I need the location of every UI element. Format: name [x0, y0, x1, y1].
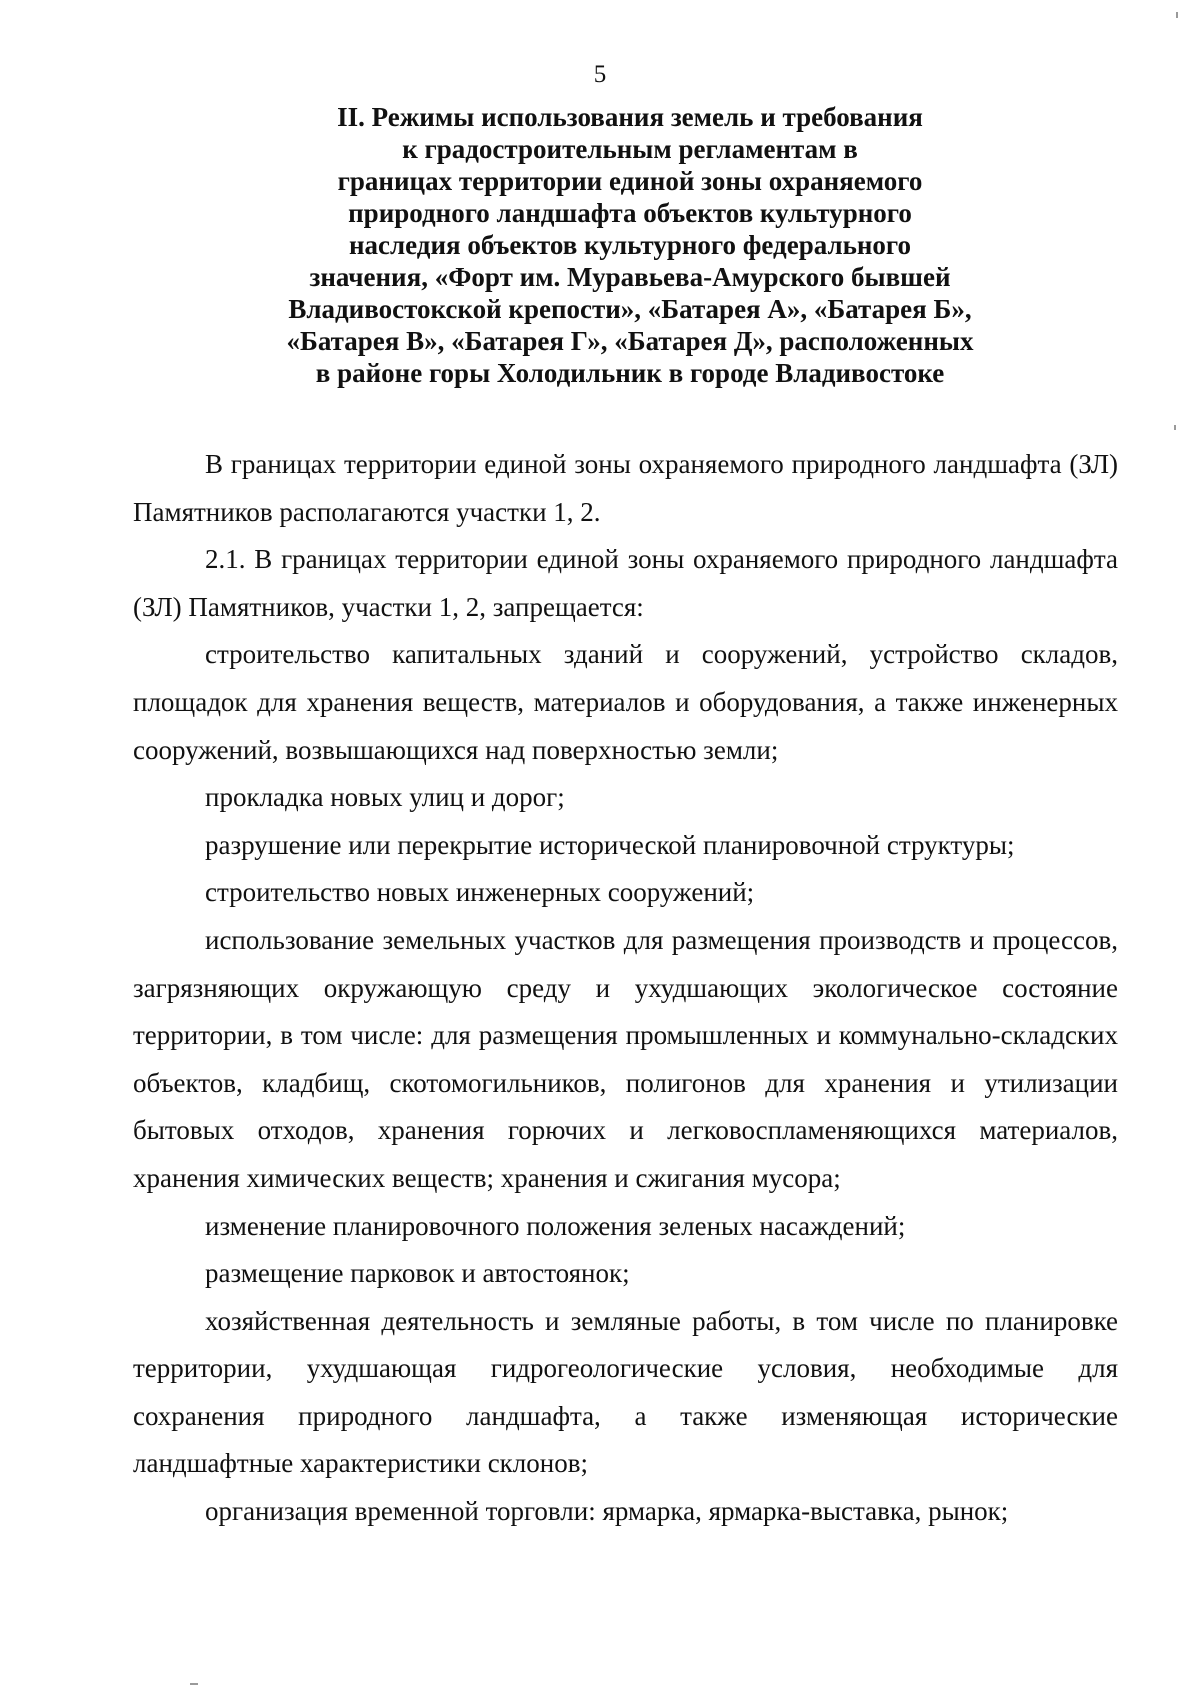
paragraph: строительство капитальных зданий и сооружений, устройство складов, площадок для хранения веществ, материалов и оборудования, а также инженерных сооружений, возвышающихся над поверхностью земли;	[133, 639, 1118, 765]
heading-line: в районе горы Холодильник в городе Владивостоке	[315, 358, 945, 388]
paragraph: размещение парковок и автостоянок;	[205, 1258, 630, 1289]
paragraph: изменение планировочного положения зеленых насаждений;	[205, 1210, 906, 1241]
page-number: 5	[593, 61, 607, 88]
heading-line: Владивостокской крепости», «Батарея А», «Батарея Б»,	[288, 294, 972, 324]
paragraph: строительство новых инженерных сооружений;	[205, 877, 755, 908]
heading-line: значения, «Форт им. Муравьева-Амурского бывшей	[309, 262, 951, 292]
heading-line: «Батарея В», «Батарея Г», «Батарея Д», расположенных	[286, 326, 974, 356]
paragraph: организация временной торговли: ярмарка, ярмарка-выставка, рынок;	[205, 1496, 1009, 1527]
heading-line: границах территории единой зоны охраняемого	[337, 166, 923, 196]
paragraph: В границах территории единой зоны охраняемого природного ландшафта (ЗЛ) Памятников располагаются участки 1, 2.	[133, 449, 1118, 527]
paragraph: разрушение или перекрытие исторической планировочной структуры;	[205, 829, 1015, 860]
section-heading	[180, 101, 1080, 389]
scan-mark	[190, 1683, 198, 1685]
paragraph: 2.1. В границах территории единой зоны охраняемого природного ландшафта (ЗЛ) Памятников, участки 1, 2, запрещается:	[133, 544, 1118, 622]
scan-mark	[1176, 12, 1178, 18]
body-text	[133, 441, 1118, 1536]
paragraph: прокладка новых улиц и дорог;	[205, 782, 565, 813]
scan-mark	[1174, 425, 1176, 430]
paragraph: хозяйственная деятельность и земляные работы, в том числе по планировке территории, ухудшающая гидрогеологические условия, необходимые для сохранения природного ландшафта, а также изменяющая исторические ландшафтные характеристики склонов;	[133, 1305, 1118, 1479]
heading-line: к градостроительным регламентам в	[402, 134, 858, 164]
heading-line: наследия объектов культурного федерального	[348, 230, 912, 260]
heading-line: II. Режимы использования земель и требования	[337, 102, 923, 132]
paragraph: использование земельных участков для размещения производств и процессов, загрязняющих окружающую среду и ухудшающих экологическое состояние территории, в том числе: для размещения промышленных и коммунально-складских объектов, кладбищ, скотомогильников, полигонов для хранения и утилизации бытовых отходов, хранения горючих и легковоспламеняющихся материалов, хранения химических веществ; хранения и сжигания мусора;	[133, 924, 1118, 1193]
heading-line: природного ландшафта объектов культурного	[348, 198, 912, 228]
